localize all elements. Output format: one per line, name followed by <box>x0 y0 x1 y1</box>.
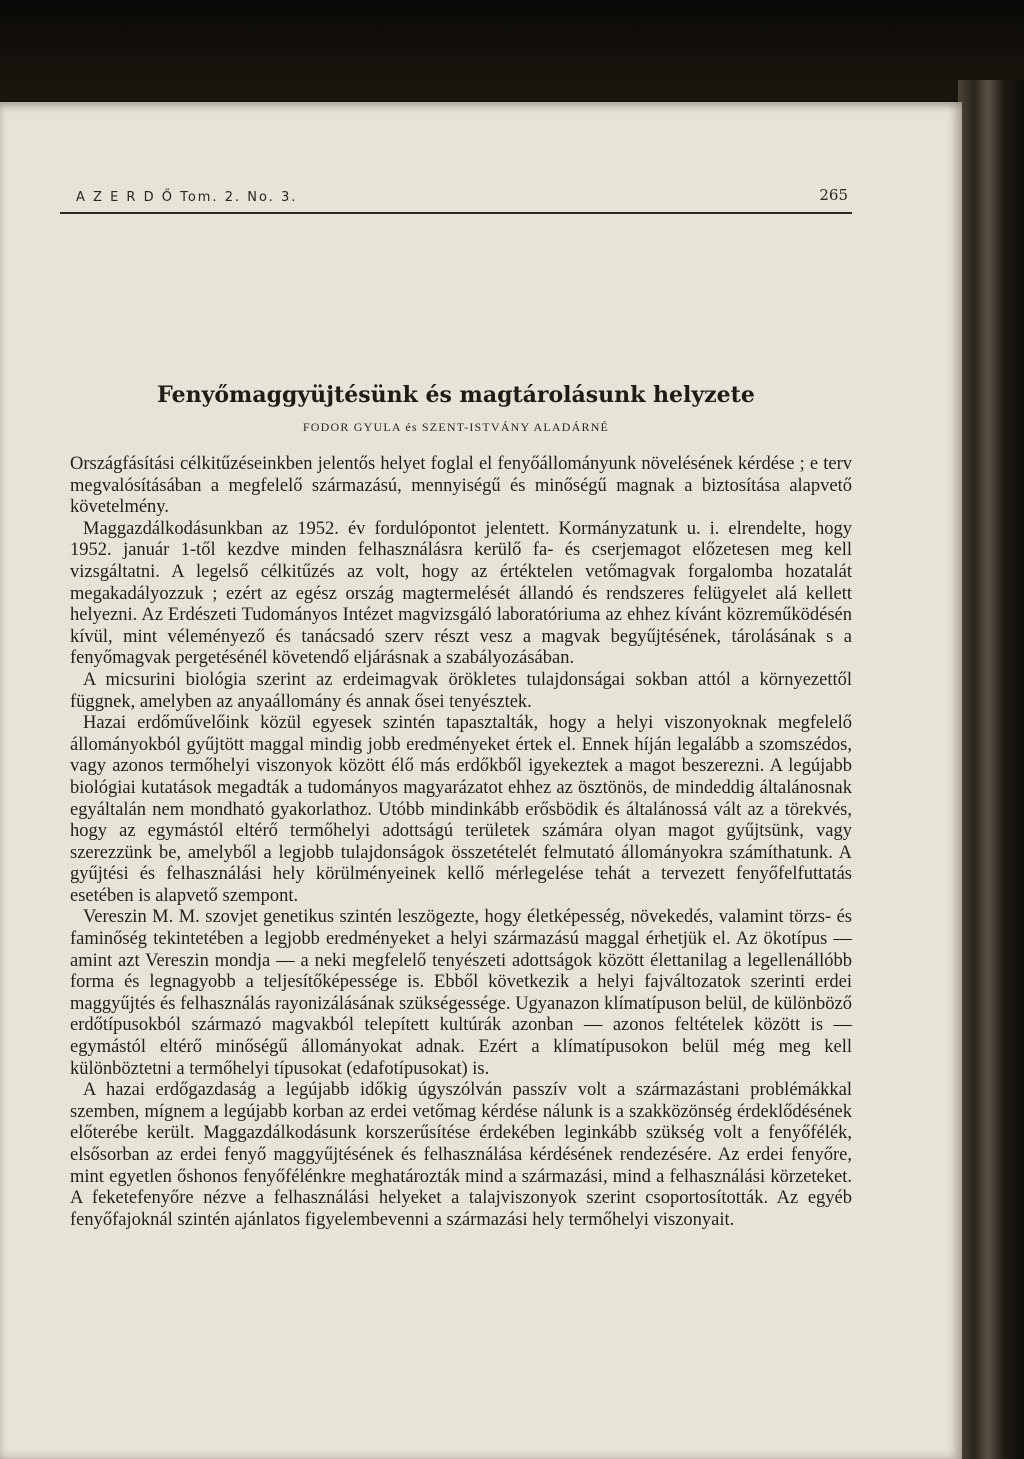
paragraph: Vereszin M. M. szovjet genetikus szintén leszögezte, hogy életképesség, növekedés, valamint törzs- és faminőség tekintetében a legjobb eredményeket a helyi származású maggal érhetjük el. Az ökotípus — amint azt Vereszin mondja — a neki megfelelő tenyészeti adottságok között élettanilag a legellenállóbb forma és legnagyobb a teljesítőképessége is. Ebből következik a helyi fajváltozatok szerinti erdei maggyűjtés és felhasználás rayonizálásának szükségessége. Ugyanazon klímatípuson belül, de különböző erdőtípusokból származó magvakból telepített kultúrák azonban — azonos feltételek között is — egymástól eltérő minőségű állományokat adnak. Ezért a klímatípusokon belül még meg kell különböztetni a termőhelyi típusokat (edafotípusokat) is. <box>70 907 852 1079</box>
page-number: 265 <box>819 186 848 204</box>
paragraph: Országfásítási célkitűzéseinkben jelentős helyet foglal el fenyőállományunk növelésének kérdése ; e terv megvalósításában a megfelelő származású, mennyiségű és minőségű magnak a biztosítása alapvető követelmény. <box>70 454 852 518</box>
running-header <box>76 186 848 212</box>
article-title: Fenyőmaggyüjtésünk és magtárolásunk helyzete <box>157 382 755 408</box>
dark-background <box>0 0 1024 100</box>
journal-citation: A Z E R D Ő Tom. 2. No. 3. <box>76 190 298 205</box>
paragraph: A micsurini biológia szerint az erdeimagvak örökletes tulajdonságai sokban attól a környezettől függnek, amelyben az anyaállomány és annak ősei tenyésztek. <box>70 669 852 712</box>
paragraph: Hazai erdőművelőink közül egyesek szintén tapasztalták, hogy a helyi viszonyoknak megfelelő állományokból gyűjtött maggal mindig jobb eredményeket értek el. Ennek híján legalább a szomszédos, vagy azonos termőhelyi viszonyok között élő más erdőkből igyekeztek a magot beszerezni. A legújabb biológiai kutatások megadták a tudományos magyarázatot ehhez az ösztönös, de mindeddig általánosnak egyáltalán nem mondható gyakorlathoz. Utóbb mindinkább erősbödik és általánossá vált az a törekvés, hogy az egymástól eltérő termőhelyi adottságú területek számára olyan magot gyűjtsünk, vagy szerezzünk be, amelyből a legjobb tulajdonságok összetételét felmutató állományokra számíthatunk. A gyűjtési és felhasználási hely körülményeinek kellő mérlegelése tehát a tervezett fenyőfelfuttatás esetében is alapvető szempont. <box>70 713 852 906</box>
article-authors: FODOR GYULA és SZENT-ISTVÁNY ALADÁRNÉ <box>302 420 610 434</box>
article-body <box>70 454 852 1231</box>
paragraph: Maggazdálkodásunkban az 1952. év fordulópontot jelentett. Kormányzatunk u. i. elrendelte, hogy 1952. január 1-től kezdve minden felhasználásra kerülő fa- és cserjemagot előzetesen meg kell vizsgáltatni. A legelső célkitűzés az volt, hogy az értéktelen vetőmagvak forgalomba hozatalát megakadályozzuk ; ezért az egész ország magtermelését állandó és rendszeres felügyelet alá kellett helyezni. Az Erdészeti Tudományos Intézet magvizsgáló laboratóriuma az ehhez kívánt közreműködésén kívül, mint véleményező és tanácsadó szerv részt vesz a magvak begyűjtésének, tárolásának s a fenyőmagvak pergetésénél követendő eljárásnak a szabályozásában. <box>70 518 852 669</box>
header-rule <box>60 212 852 214</box>
book-spine-edge <box>958 80 1024 1459</box>
paragraph: A hazai erdőgazdaság a legújabb időkig úgyszólván passzív volt a származástani problémákkal szemben, mígnem a legújabb korban az erdei vetőmag kérdése nálunk is a szakközönség érdeklődésének előterébe került. Maggazdálkodásunk korszerűsítése érdekében leginkább szükség volt a fenyőfélék, elsősorban az erdei fenyő maggyűjtésének és felhasználása kérdésének rendezésére. Az erdei fenyőre, mint egyetlen őshonos fenyőfélénkre meghatározták mind a származási, mind a felhasználási körzeteket. A feketefenyőre nézve a felhasználási helyeket a talajviszonyok szerint csoportosították. Az egyéb fenyőfajoknál szintén ajánlatos figyelembevenni a származási hely termőhelyi viszonyait. <box>70 1080 852 1230</box>
journal-page <box>0 102 962 1459</box>
